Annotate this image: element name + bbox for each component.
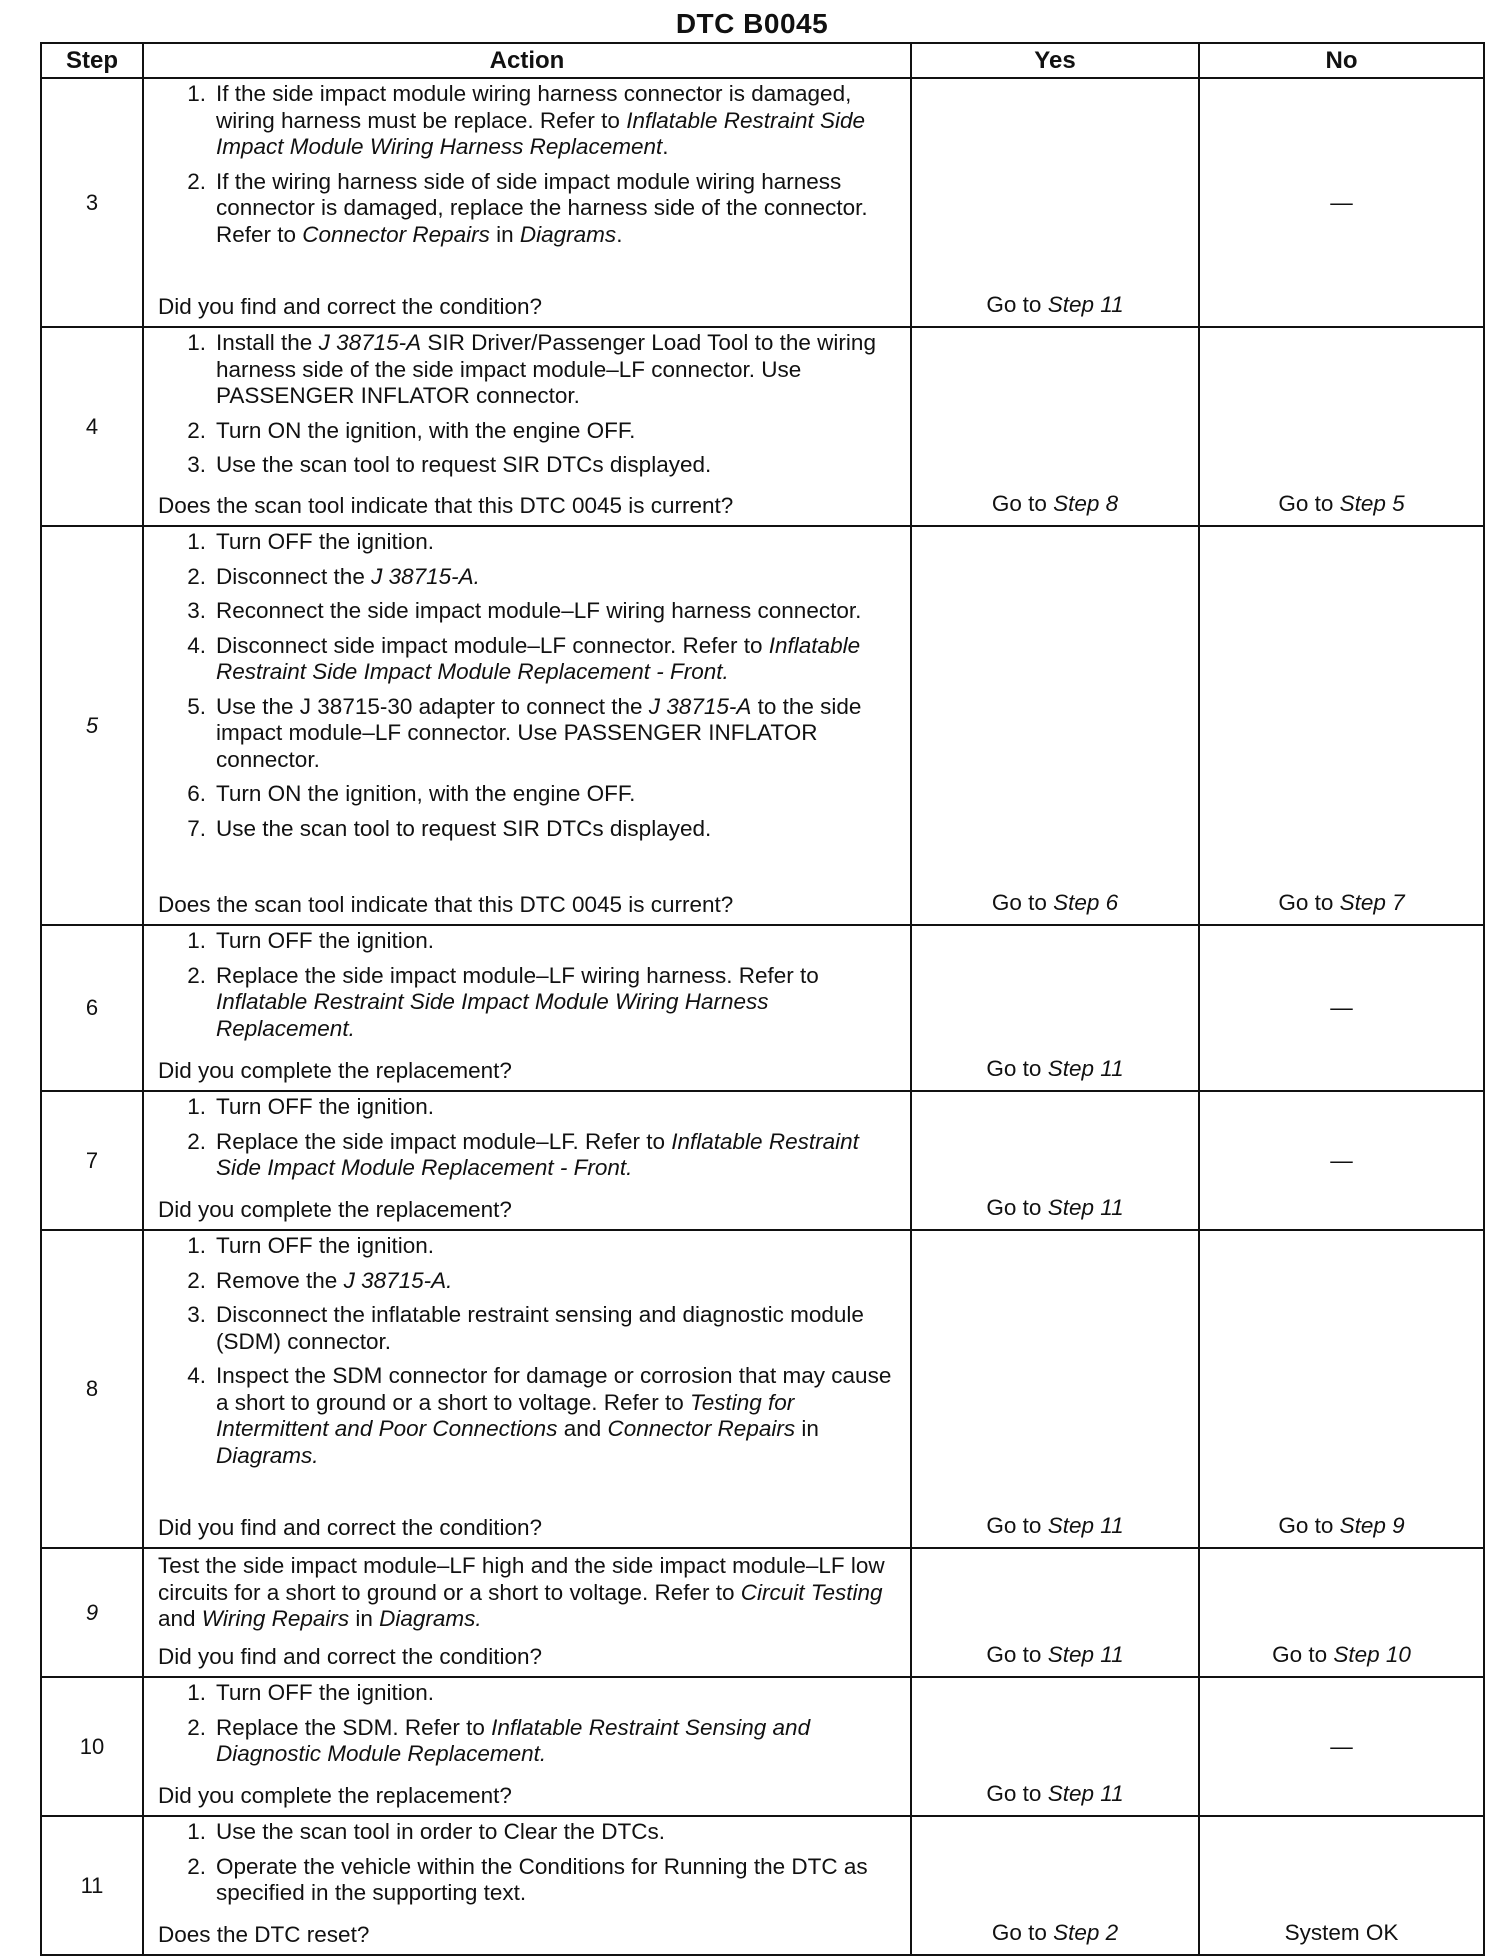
- no-result-cell: [1199, 1091, 1484, 1230]
- yes-result-cell: [911, 526, 1199, 925]
- action-step-text: [216, 816, 902, 843]
- table-row: [41, 327, 1484, 526]
- action-step-item: [144, 1094, 902, 1121]
- action-step-list: [144, 330, 910, 487]
- text-run: Go to: [991, 491, 1054, 516]
- text-run: Turn ON the ignition, with the engine OFF.: [216, 417, 636, 443]
- action-content: [144, 328, 910, 525]
- text-run: Go to: [986, 1056, 1048, 1081]
- text-run: Disconnect the: [216, 563, 372, 589]
- text-run: —: [1330, 189, 1353, 215]
- action-step-item: [144, 781, 902, 808]
- action-step-number: 1.: [187, 529, 206, 554]
- italic-reference-text: Step 9: [1339, 1513, 1405, 1538]
- table-body: [41, 78, 1484, 1955]
- step-number: 8: [41, 1230, 143, 1548]
- italic-reference-text: J 38715-A: [318, 330, 422, 355]
- action-step-number: 2.: [187, 1853, 206, 1879]
- no-result-cell: [1199, 327, 1484, 526]
- text-run: and: [557, 1416, 608, 1441]
- text-run: Use the J 38715-30 adapter to connect the: [216, 693, 649, 719]
- action-step-text: [216, 1268, 902, 1295]
- text-run: in: [489, 221, 520, 247]
- action-step-text: [216, 529, 902, 556]
- text-run: System OK: [1284, 1920, 1399, 1945]
- diagnostic-table: [40, 42, 1485, 1956]
- text-run: Go to: [986, 1195, 1048, 1220]
- action-step-item: [144, 81, 902, 161]
- table-row: [41, 1548, 1484, 1677]
- italic-reference-text: Step 5: [1339, 491, 1405, 516]
- action-cell: [143, 925, 911, 1091]
- action-cell: [143, 78, 911, 327]
- yes-result-cell: [911, 1816, 1199, 1955]
- action-step-text: [216, 1819, 902, 1846]
- italic-reference-text: Testing for Intermittent and Poor Connections: [216, 1389, 795, 1441]
- table-row: [41, 1091, 1484, 1230]
- action-step-number: 4.: [187, 632, 206, 658]
- text-run: —: [1330, 1733, 1353, 1759]
- column-header-yes: Yes: [911, 43, 1199, 78]
- action-step-number: 3.: [187, 1302, 206, 1327]
- text-run: .: [662, 134, 669, 159]
- text-run: Operate the vehicle within the Conditions for Running the DTC as specified in the supporting text.: [216, 1853, 868, 1905]
- text-run: to the side impact module–LF connector. Use PASSENGER INFLATOR connector.: [216, 693, 862, 772]
- action-step-item: [144, 1129, 902, 1182]
- action-step-item: [144, 529, 902, 556]
- no-result-cell: [1199, 1816, 1484, 1955]
- action-step-text: [216, 330, 902, 410]
- action-step-item: [144, 1363, 902, 1469]
- action-step-text: [216, 1680, 902, 1707]
- action-content: [144, 1549, 910, 1676]
- action-step-number: 2.: [187, 563, 206, 589]
- italic-reference-text: Diagrams.: [216, 1442, 319, 1468]
- text-run: and: [158, 1606, 202, 1631]
- no-result-cell: [1199, 1548, 1484, 1677]
- step-number: 3: [41, 78, 143, 327]
- column-header-action: Action: [143, 43, 911, 78]
- action-step-list: [144, 81, 910, 256]
- action-step-list: [144, 1094, 910, 1190]
- italic-reference-text: Diagrams.: [379, 1606, 482, 1631]
- no-result-cell: [1199, 925, 1484, 1091]
- text-run: If the side impact module wiring harness connector is damaged, wiring harness must be replace. Refer to: [216, 81, 852, 133]
- action-step-item: [144, 1715, 902, 1768]
- action-step-list: [144, 1680, 910, 1776]
- action-question: Did you find and correct the condition?: [158, 1643, 542, 1669]
- italic-reference-text: Wiring Repairs: [201, 1606, 350, 1631]
- action-step-number: 1.: [187, 1819, 206, 1844]
- italic-reference-text: J 38715-A.: [371, 563, 480, 589]
- text-run: Reconnect the side impact module–LF wiring harness connector.: [216, 598, 862, 623]
- action-step-text: [216, 963, 902, 1043]
- italic-reference-text: Step 11: [1047, 1195, 1124, 1220]
- italic-reference-text: Inflatable Restraint Sensing and Diagnostic Module Replacement.: [216, 1714, 811, 1766]
- text-run: .: [616, 221, 623, 247]
- text-run: Turn OFF the ignition.: [216, 1094, 435, 1119]
- action-step-number: 7.: [187, 815, 206, 841]
- action-step-text: [216, 1854, 902, 1907]
- action-content: [144, 1231, 910, 1547]
- text-run: in: [795, 1416, 819, 1441]
- italic-reference-text: J 38715-A.: [343, 1267, 453, 1293]
- action-step-list: [144, 1233, 910, 1477]
- italic-reference-text: Inflatable Restraint Side Impact Module Replacement - Front.: [216, 1128, 859, 1180]
- text-run: Turn OFF the ignition.: [216, 1680, 435, 1705]
- action-content: [144, 926, 910, 1090]
- text-run: Replace the side impact module–LF. Refer to: [216, 1128, 672, 1154]
- text-run: Test the side impact module–LF high and the side impact module–LF low circuits for a short to ground or a short to voltage. Refer to: [158, 1553, 885, 1605]
- text-run: If the wiring harness side of side impact module wiring harness connector is damaged, replace the harness side of the connector. Refer to: [216, 168, 868, 247]
- text-run: Go to: [991, 890, 1054, 915]
- text-run: Disconnect side impact module–LF connector. Refer to: [216, 632, 769, 658]
- italic-reference-text: Step 11: [1047, 1642, 1124, 1667]
- table-header-row: [41, 43, 1484, 78]
- italic-reference-text: Inflatable Restraint Side Impact Module Replacement - Front.: [216, 632, 861, 684]
- step-number: 5: [41, 526, 143, 925]
- action-cell: [143, 1230, 911, 1548]
- italic-reference-text: Step 11: [1047, 1513, 1124, 1538]
- action-content: [144, 1817, 910, 1954]
- table-row: [41, 925, 1484, 1091]
- action-step-number: 2.: [187, 962, 206, 988]
- action-step-number: 1.: [187, 928, 206, 953]
- table-row: [41, 1816, 1484, 1955]
- italic-reference-text: Step 11: [1047, 1781, 1124, 1806]
- italic-reference-text: Step 11: [1047, 1056, 1124, 1081]
- action-cell: [143, 1091, 911, 1230]
- italic-reference-text: Step 10: [1333, 1642, 1411, 1667]
- text-run: Turn OFF the ignition.: [216, 529, 435, 554]
- action-instruction-text: [144, 1549, 910, 1633]
- action-step-list: [144, 529, 910, 850]
- action-step-number: 1.: [187, 1233, 206, 1258]
- action-step-text: [216, 598, 902, 625]
- italic-reference-text: Connector Repairs: [607, 1416, 796, 1441]
- action-step-item: [144, 1268, 902, 1295]
- italic-reference-text: Step 6: [1053, 890, 1119, 915]
- action-question: Does the DTC reset?: [158, 1921, 370, 1947]
- step-number: 6: [41, 925, 143, 1091]
- yes-result-cell: [911, 327, 1199, 526]
- action-step-text: [216, 1094, 902, 1121]
- action-step-number: 3.: [187, 598, 206, 623]
- action-step-list: [144, 1819, 910, 1915]
- action-question: Did you find and correct the condition?: [158, 293, 542, 319]
- text-run: SIR Driver/Passenger Load Tool to the wiring harness side of the side impact module–LF connector. Use PASSENGER INFLATOR connector.: [216, 330, 876, 408]
- italic-reference-text: Step 8: [1053, 491, 1119, 516]
- text-run: Go to: [1278, 890, 1340, 915]
- no-result-cell: [1199, 78, 1484, 327]
- step-number: 10: [41, 1677, 143, 1816]
- italic-reference-text: Circuit Testing: [740, 1579, 883, 1605]
- text-run: Go to: [991, 1920, 1054, 1945]
- italic-reference-text: Inflatable Restraint Side Impact Module Wiring Harness Replacement: [216, 107, 866, 159]
- action-step-text: [216, 1302, 902, 1355]
- action-step-list: [144, 928, 910, 1050]
- action-step-text: [216, 694, 902, 774]
- action-content: [144, 79, 910, 326]
- action-question: Did you complete the replacement?: [158, 1196, 512, 1222]
- table-row: [41, 78, 1484, 327]
- action-step-item: [144, 1680, 902, 1707]
- action-question: Did you find and correct the condition?: [158, 1514, 542, 1540]
- yes-result-cell: [911, 1091, 1199, 1230]
- action-step-item: [144, 330, 902, 410]
- action-step-text: [216, 633, 902, 686]
- step-number: 11: [41, 1816, 143, 1955]
- action-step-item: [144, 694, 902, 774]
- action-step-text: [216, 564, 902, 591]
- step-number: 7: [41, 1091, 143, 1230]
- action-step-item: [144, 1819, 902, 1846]
- no-result-cell: [1199, 526, 1484, 925]
- text-run: in: [349, 1606, 380, 1631]
- action-step-text: [216, 169, 902, 249]
- action-step-number: 1.: [187, 330, 206, 355]
- action-content: [144, 1092, 910, 1229]
- action-step-text: [216, 1129, 902, 1182]
- action-step-item: [144, 452, 902, 479]
- yes-result-cell: [911, 1548, 1199, 1677]
- italic-reference-text: Inflatable Restraint Side Impact Module Wiring Harness Replacement.: [216, 989, 769, 1041]
- action-cell: [143, 1548, 911, 1677]
- action-cell: [143, 526, 911, 925]
- action-question: Did you complete the replacement?: [158, 1057, 512, 1083]
- action-step-text: [216, 1715, 902, 1768]
- text-run: Go to: [986, 1513, 1048, 1538]
- text-run: Go to: [986, 292, 1048, 317]
- action-step-text: [216, 1363, 902, 1469]
- action-step-item: [144, 1302, 902, 1355]
- text-run: Replace the side impact module–LF wiring harness. Refer to: [216, 962, 819, 988]
- yes-result-cell: [911, 78, 1199, 327]
- action-content: [144, 527, 910, 924]
- step-number: 4: [41, 327, 143, 526]
- action-question: Did you complete the replacement?: [158, 1782, 512, 1808]
- column-header-step: Step: [41, 43, 143, 78]
- text-run: Remove the: [216, 1267, 344, 1293]
- action-step-item: [144, 418, 902, 445]
- yes-result-cell: [911, 1677, 1199, 1816]
- text-run: Inspect the SDM connector for damage or corrosion that may cause a short to ground or a short to voltage. Refer to: [216, 1363, 892, 1415]
- text-run: Turn OFF the ignition.: [216, 1233, 435, 1258]
- action-question: Does the scan tool indicate that this DTC 0045 is current?: [158, 891, 734, 917]
- action-step-number: 6.: [187, 781, 206, 806]
- no-result-cell: [1199, 1677, 1484, 1816]
- action-step-number: 2.: [187, 1128, 206, 1154]
- action-step-item: [144, 928, 902, 955]
- action-cell: [143, 1816, 911, 1955]
- action-step-item: [144, 633, 902, 686]
- italic-reference-text: J 38715-A: [648, 693, 752, 719]
- no-result-cell: [1199, 1230, 1484, 1548]
- action-step-number: 3.: [187, 452, 206, 477]
- yes-result-cell: [911, 1230, 1199, 1548]
- action-step-item: [144, 1854, 902, 1907]
- action-step-item: [144, 169, 902, 249]
- column-header-no: No: [1199, 43, 1484, 78]
- action-step-text: [216, 418, 902, 445]
- action-cell: [143, 1677, 911, 1816]
- action-question: Does the scan tool indicate that this DTC 0045 is current?: [158, 492, 734, 518]
- action-step-text: [216, 452, 902, 479]
- step-number: 9: [41, 1548, 143, 1677]
- text-run: Disconnect the inflatable restraint sensing and diagnostic module (SDM) connector.: [216, 1302, 864, 1354]
- italic-reference-text: Step 11: [1047, 292, 1124, 317]
- action-step-number: 1.: [187, 1094, 206, 1119]
- text-run: Go to: [1272, 1642, 1334, 1667]
- italic-reference-text: Step 7: [1339, 890, 1405, 915]
- text-run: Use the scan tool in order to Clear the DTCs.: [216, 1819, 665, 1844]
- action-step-text: [216, 81, 902, 161]
- table-row: [41, 1677, 1484, 1816]
- text-run: Install the: [216, 330, 319, 355]
- text-run: Go to: [986, 1642, 1048, 1667]
- text-run: Replace the SDM. Refer to: [216, 1714, 492, 1740]
- action-step-number: 1.: [187, 81, 206, 106]
- text-run: Go to: [986, 1781, 1048, 1806]
- action-step-number: 2.: [187, 417, 206, 443]
- italic-reference-text: Connector Repairs: [302, 221, 490, 247]
- action-step-text: [216, 1233, 902, 1260]
- action-step-number: 2.: [187, 168, 206, 194]
- text-run: Go to: [1278, 491, 1340, 516]
- action-step-number: 4.: [187, 1363, 206, 1388]
- text-run: Use the scan tool to request SIR DTCs displayed.: [216, 815, 712, 841]
- action-step-item: [144, 598, 902, 625]
- yes-result-cell: [911, 925, 1199, 1091]
- table-row: [41, 526, 1484, 925]
- italic-reference-text: Step 2: [1053, 1920, 1119, 1945]
- text-run: —: [1330, 995, 1353, 1020]
- text-run: Turn OFF the ignition.: [216, 928, 435, 953]
- action-step-item: [144, 816, 902, 843]
- action-step-number: 2.: [187, 1267, 206, 1293]
- action-step-number: 1.: [187, 1680, 206, 1705]
- italic-reference-text: Diagrams: [519, 221, 617, 247]
- action-cell: [143, 327, 911, 526]
- text-run: —: [1330, 1147, 1353, 1173]
- action-step-item: [144, 564, 902, 591]
- action-step-item: [144, 1233, 902, 1260]
- text-run: Turn ON the ignition, with the engine OFF.: [216, 781, 636, 806]
- action-step-number: 2.: [187, 1714, 206, 1740]
- action-step-number: 5.: [187, 693, 206, 719]
- text-run: Use the scan tool to request SIR DTCs displayed.: [216, 452, 712, 477]
- table-row: [41, 1230, 1484, 1548]
- action-step-item: [144, 963, 902, 1043]
- action-step-text: [216, 781, 902, 808]
- action-content: [144, 1678, 910, 1815]
- action-step-text: [216, 928, 902, 955]
- text-run: Go to: [1278, 1513, 1340, 1538]
- document-title: DTC B0045: [675, 8, 829, 39]
